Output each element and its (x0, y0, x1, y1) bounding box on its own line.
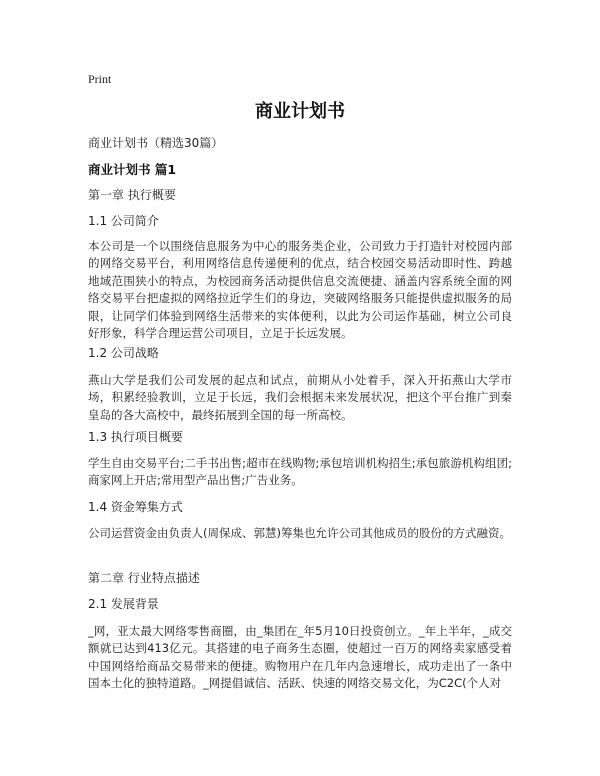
paragraph-1-2: 燕山大学是我们公司发展的起点和试点，前期从小处着手，深入开拓燕山大学市场，积累经验教训，立足于长远，我们会根据未来发展状况，把这个平台推广到秦皇岛的各大高校中，最终拓展到全国的每一所高校。 (88, 373, 512, 422)
chapter-1-heading: 第一章 执行概要 (88, 188, 176, 202)
heading-1-3: 1.3 执行项目概要 (88, 430, 183, 444)
paragraph-2-1: _网，亚太最大网络零售商圈，由_集团在_年5月10日投资创立。_年上半年，_成交额就已达到413亿元。其搭建的电子商务生态圈，使超过一百万的网络卖家感受着中国网络给商品交易带来的便捷。购物用户在几年内急速增长，成功走出了一条中国本土化的独特道路。_网提倡诚信、活跃、快速的网络交易文化，为C2C(个人对 (88, 624, 512, 691)
heading-1-1: 1.1 公司简介 (88, 214, 159, 228)
paragraph-1-1: 本公司是一个以围绕信息服务为中心的服务类企业，公司致力于打造针对校园内部的网络交易平台，利用网络信息传递便利的优点，结合校园交易活动即时性、跨越地域范围狭小的特点，为校园商务活动提供信息交流便捷、涵盖内容系统全面的网络交易平台把虚拟的网络拉近学生们的身边，突破网络服务只能提供虚拟服务的局限，让同学们体验到网络生活带来的实体便利，以此为公司运作基础，树立公司良好形象，科学合理运营公司项目，立足于长远发展。 (88, 239, 512, 341)
print-label[interactable]: Print (88, 72, 112, 86)
section-heading: 商业计划书 篇1 (88, 162, 177, 177)
paragraph-1-4: 公司运营资金由负责人(周保成、郭慧)筹集也允许公司其他成员的股份的方式融资。 (88, 526, 511, 540)
heading-1-2: 1.2 公司战略 (88, 346, 159, 360)
chapter-2-heading: 第二章 行业特点描述 (88, 571, 200, 585)
document-subtitle: 商业计划书（精选30篇） (88, 136, 224, 150)
heading-2-1: 2.1 发展背景 (88, 597, 159, 611)
paragraph-1-3: 学生自由交易平台;二手书出售;超市在线购物;承包培训机构招生;承包旅游机构组团;商家网上开店;常用型产品出售;广告业务。 (88, 456, 512, 488)
heading-1-4: 1.4 资金筹集方式 (88, 500, 183, 514)
document-title: 商业计划书 (255, 101, 345, 122)
